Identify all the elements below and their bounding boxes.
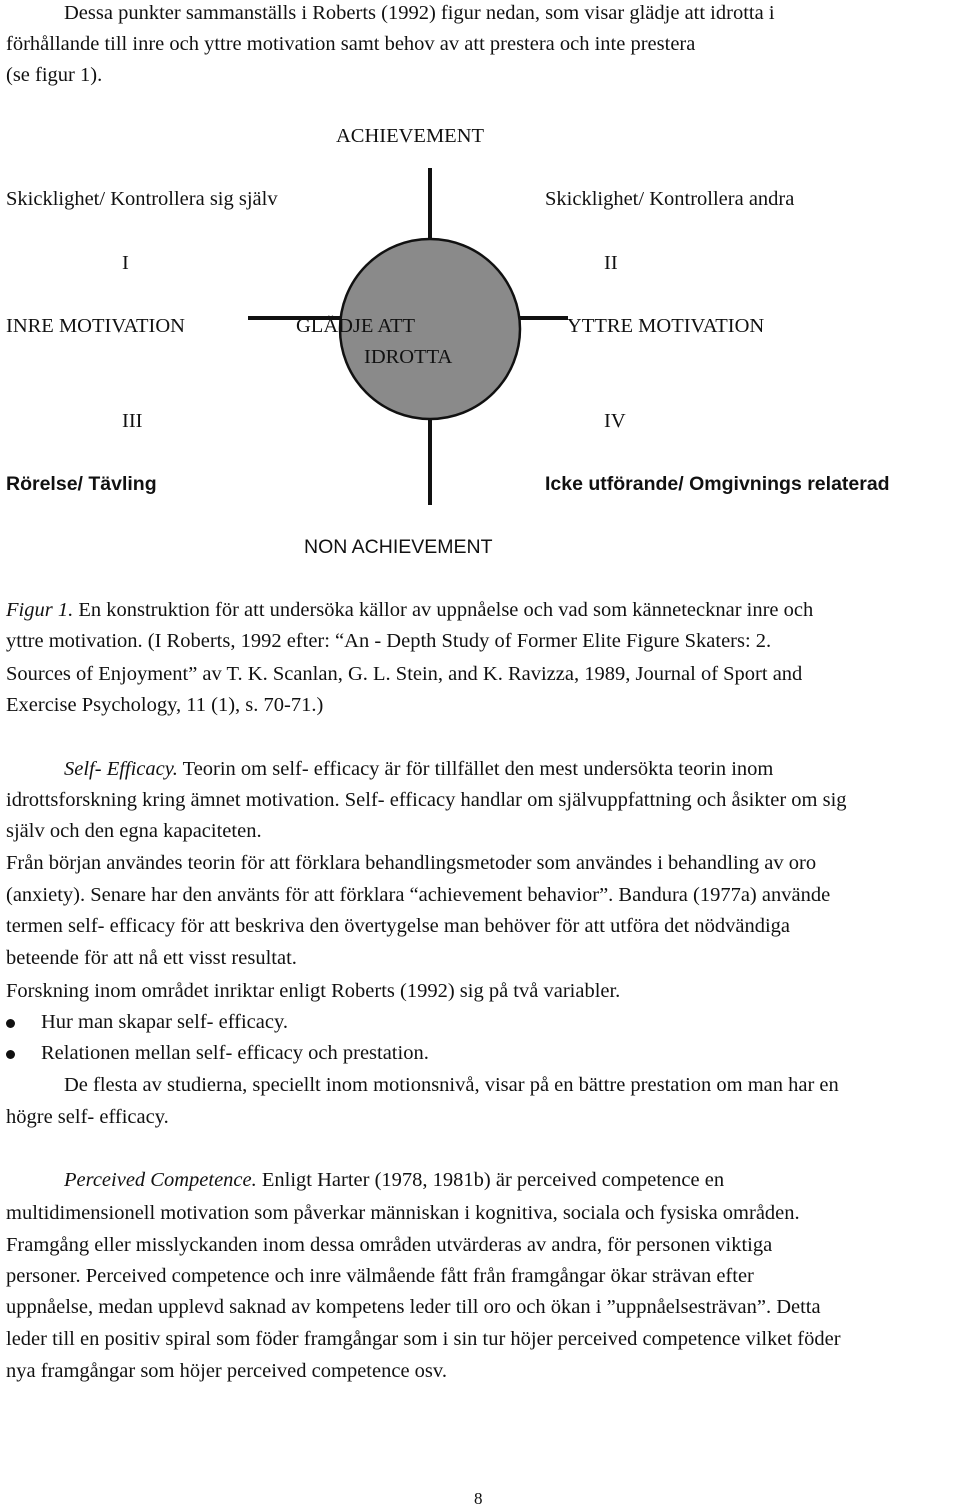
body-line: Från början användes teorin för att förklara behandlingsmetoder som användes i behandling av oro <box>6 852 817 874</box>
body-line: beteende för att nå ett visst resultat. <box>6 947 297 969</box>
quadrant-4-label: Icke utförande/ Omgivnings relaterad <box>545 473 890 495</box>
figure-caption-line: Exercise Psychology, 11 (1), s. 70-71.) <box>6 694 324 716</box>
intro-line: (se figur 1). <box>6 64 103 86</box>
body-line: De flesta av studierna, speciellt inom motionsnivå, visar på en bättre prestation om man har en <box>64 1074 839 1096</box>
body-line: själv och den egna kapaciteten. <box>6 820 262 842</box>
body-line: nya framgångar som höjer perceived competence osv. <box>6 1360 447 1382</box>
bullet-item: Relationen mellan self- efficacy och prestation. <box>41 1042 429 1064</box>
bullet-icon <box>6 1050 15 1059</box>
body-line: multidimensionell motivation som påverkar människan i kognitiva, sociala och fysiska områden. <box>6 1202 800 1224</box>
quadrant-3-numeral: III <box>122 410 143 432</box>
quadrant-1-label: Skicklighet/ Kontrollera sig själv <box>6 188 278 210</box>
body-line: idrottsforskning kring ämnet motivation. Self- efficacy handlar om självuppfattning och åsikter om sig <box>6 789 847 811</box>
body-line: (anxiety). Senare har den använts för att förklara “achievement behavior”. Bandura (1977a) använde <box>6 884 831 906</box>
body-line: Framgång eller misslyckanden inom dessa områden utvärderas av andra, för personen viktiga <box>6 1234 773 1256</box>
figure-caption-line: yttre motivation. (I Roberts, 1992 efter: “An - Depth Study of Former Elite Figure Skaters: 2. <box>6 630 772 652</box>
body-line: leder till en positiv spiral som föder framgångar som i sin tur höjer perceived competence vilket föder <box>6 1328 841 1350</box>
body-line: personer. Perceived competence och inre välmående fått från framgångar ökar strävan efter <box>6 1265 754 1287</box>
caption-text: En konstruktion för att undersöka källor av uppnåelse och vad som kännetecknar inre och <box>78 599 814 621</box>
bullet-icon <box>6 1019 15 1028</box>
center-label-line2: IDROTTA <box>364 346 453 368</box>
bullet-item: Hur man skapar self- efficacy. <box>41 1011 289 1033</box>
quadrant-4-numeral: IV <box>604 410 626 432</box>
diagram-bottom-label: NON ACHIEVEMENT <box>304 536 493 558</box>
perceived-competence-text: Enligt Harter (1978, 1981b) är perceived competence en <box>256 1169 725 1191</box>
body-line: Forskning inom området inriktar enligt Roberts (1992) sig på två variabler. <box>6 980 621 1002</box>
self-efficacy-text: Teorin om self- efficacy är för tillfället den mest undersökta teorin inom <box>177 758 774 780</box>
center-label-line1: GLÄDJE ATT <box>296 315 416 337</box>
diagram-top-label: ACHIEVEMENT <box>336 125 485 147</box>
body-line: termen self- efficacy för att beskriva den övertygelse man behöver för att utföra det nödvändiga <box>6 915 790 937</box>
perceived-competence-first-line <box>64 1165 724 1196</box>
body-line: uppnåelse, medan upplevd saknad av kompetens leder till oro och ökan i ”uppnåelsesträvan”. Detta <box>6 1296 821 1318</box>
body-line: högre self- efficacy. <box>6 1106 169 1128</box>
page-number: 8 <box>474 1489 483 1508</box>
figure-caption-line: Sources of Enjoyment” av T. K. Scanlan, G. L. Stein, and K. Ravizza, 1989, Journal of Sport and <box>6 663 803 685</box>
intro-line: Dessa punkter sammanställs i Roberts (1992) figur nedan, som visar glädje att idrotta i <box>64 2 775 24</box>
perceived-competence-heading: Perceived Competence. <box>64 1169 257 1191</box>
quadrant-2-label: Skicklighet/ Kontrollera andra <box>545 188 795 210</box>
self-efficacy-first-line <box>64 754 773 785</box>
left-axis-label: INRE MOTIVATION <box>6 315 185 337</box>
intro-line: förhållande till inre och yttre motivation samt behov av att prestera och inte prestera <box>6 33 696 55</box>
self-efficacy-heading: Self- Efficacy. <box>64 758 178 780</box>
quadrant-3-label: Rörelse/ Tävling <box>6 473 157 495</box>
figure-label: Figur 1. <box>6 599 74 621</box>
quadrant-1-numeral: I <box>122 252 129 274</box>
figure-caption-line <box>6 595 813 626</box>
right-axis-label: YTTRE MOTIVATION <box>567 315 765 337</box>
quadrant-2-numeral: II <box>604 252 618 274</box>
